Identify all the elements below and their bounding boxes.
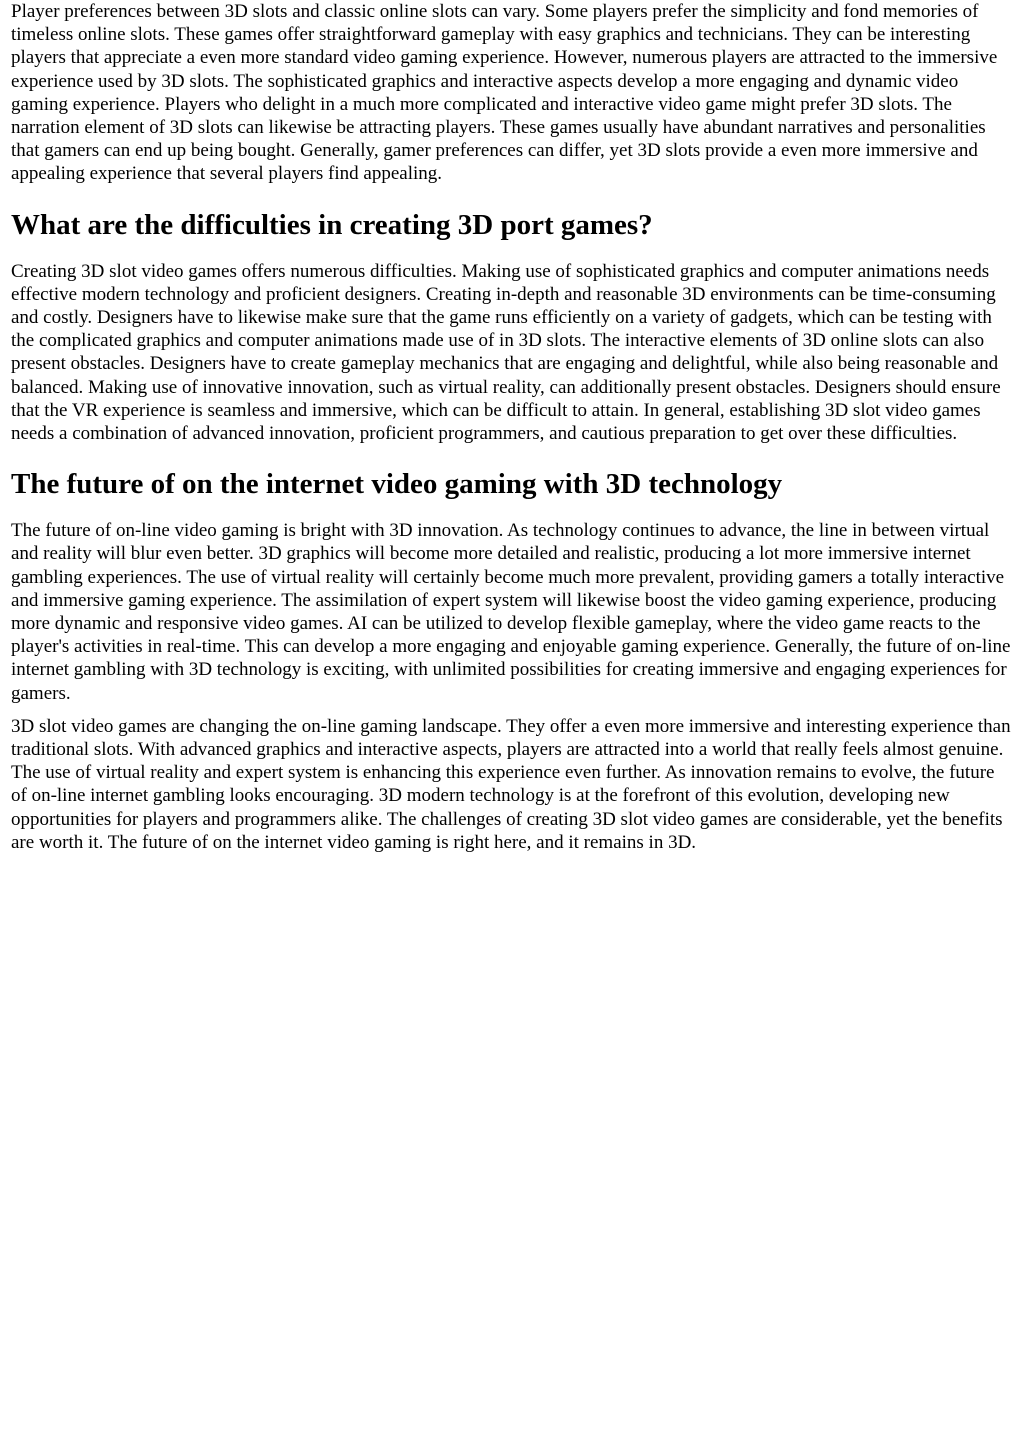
future-paragraph: The future of on-line video gaming is bright with 3D innovation. As technology continues to advance, the line in between virtual and reality will blur even better. 3D graphics will become more detailed and realistic, producing a lot more immersive internet gambling experiences. The use of virtual reality will certainly become much more prevalent, providing gamers a totally interactive and immersive gaming experience. The assimilation of expert system will likewise boost the video gaming experience, producing more dynamic and responsive video games. AI can be utilized to develop flexible gameplay, where the video game reacts to the player's activities in real-time. This can develop a more engaging and enjoyable gaming experience. Generally, the future of on-line internet gambling with 3D technology is exciting, with unlimited possibilities for creating immersive and engaging experiences for gamers. [11, 520, 1011, 704]
conclusion-paragraph: 3D slot video games are changing the on-line gaming landscape. They offer a even more immersive and interesting experience than traditional slots. With advanced graphics and interactive aspects, players are attracted into a world that really feels almost genuine. The use of virtual reality and expert system is enhancing this experience even further. As innovation remains to evolve, the future of on-line internet gambling looks encouraging. 3D modern technology is at the forefront of this evolution, developing new opportunities for players and programmers alike. The challenges of creating 3D slot video games are considerable, yet the benefits are worth it. The future of on the internet video gaming is right here, and it remains in 3D. [11, 715, 1011, 853]
section-heading-future: The future of on the internet video gaming with 3D technology [11, 468, 783, 501]
article [11, 0, 1013, 854]
difficulties-paragraph: Creating 3D slot video games offers numerous difficulties. Making use of sophisticated graphics and computer animations needs effective modern technology and proficient designers. Creating in-depth and reasonable 3D environments can be time-consuming and costly. Designers have to likewise make sure that the game runs efficiently on a variety of gadgets, which can be testing with the complicated graphics and computer animations made use of in 3D slots. The interactive elements of 3D online slots can also present obstacles. Designers have to create gameplay mechanics that are engaging and delightful, while also being reasonable and balanced. Making use of innovative innovation, such as virtual reality, can additionally present obstacles. Designers should ensure that the VR experience is seamless and immersive, which can be difficult to attain. In general, establishing 3D slot video games needs a combination of advanced innovation, proficient programmers, and cautious preparation to get over these difficulties. [11, 260, 1001, 445]
section-heading-difficulties: What are the difficulties in creating 3D port games? [11, 208, 653, 241]
intro-paragraph: Player preferences between 3D slots and classic online slots can vary. Some players prefer the simplicity and fond memories of timeless online slots. These games offer straightforward gameplay with easy graphics and technicians. They can be interesting players that appreciate a even more standard video gaming experience. However, numerous players are attracted to the immersive experience used by 3D slots. The sophisticated graphics and interactive aspects develop a more engaging and dynamic video gaming experience. Players who delight in a much more complicated and interactive video game might prefer 3D slots. The narration element of 3D slots can likewise be attracting players. These games usually have abundant narratives and personalities that gamers can end up being bought. Generally, gamer preferences can differ, yet 3D slots provide a even more immersive and appealing experience that several players find appealing. [11, 1, 998, 185]
